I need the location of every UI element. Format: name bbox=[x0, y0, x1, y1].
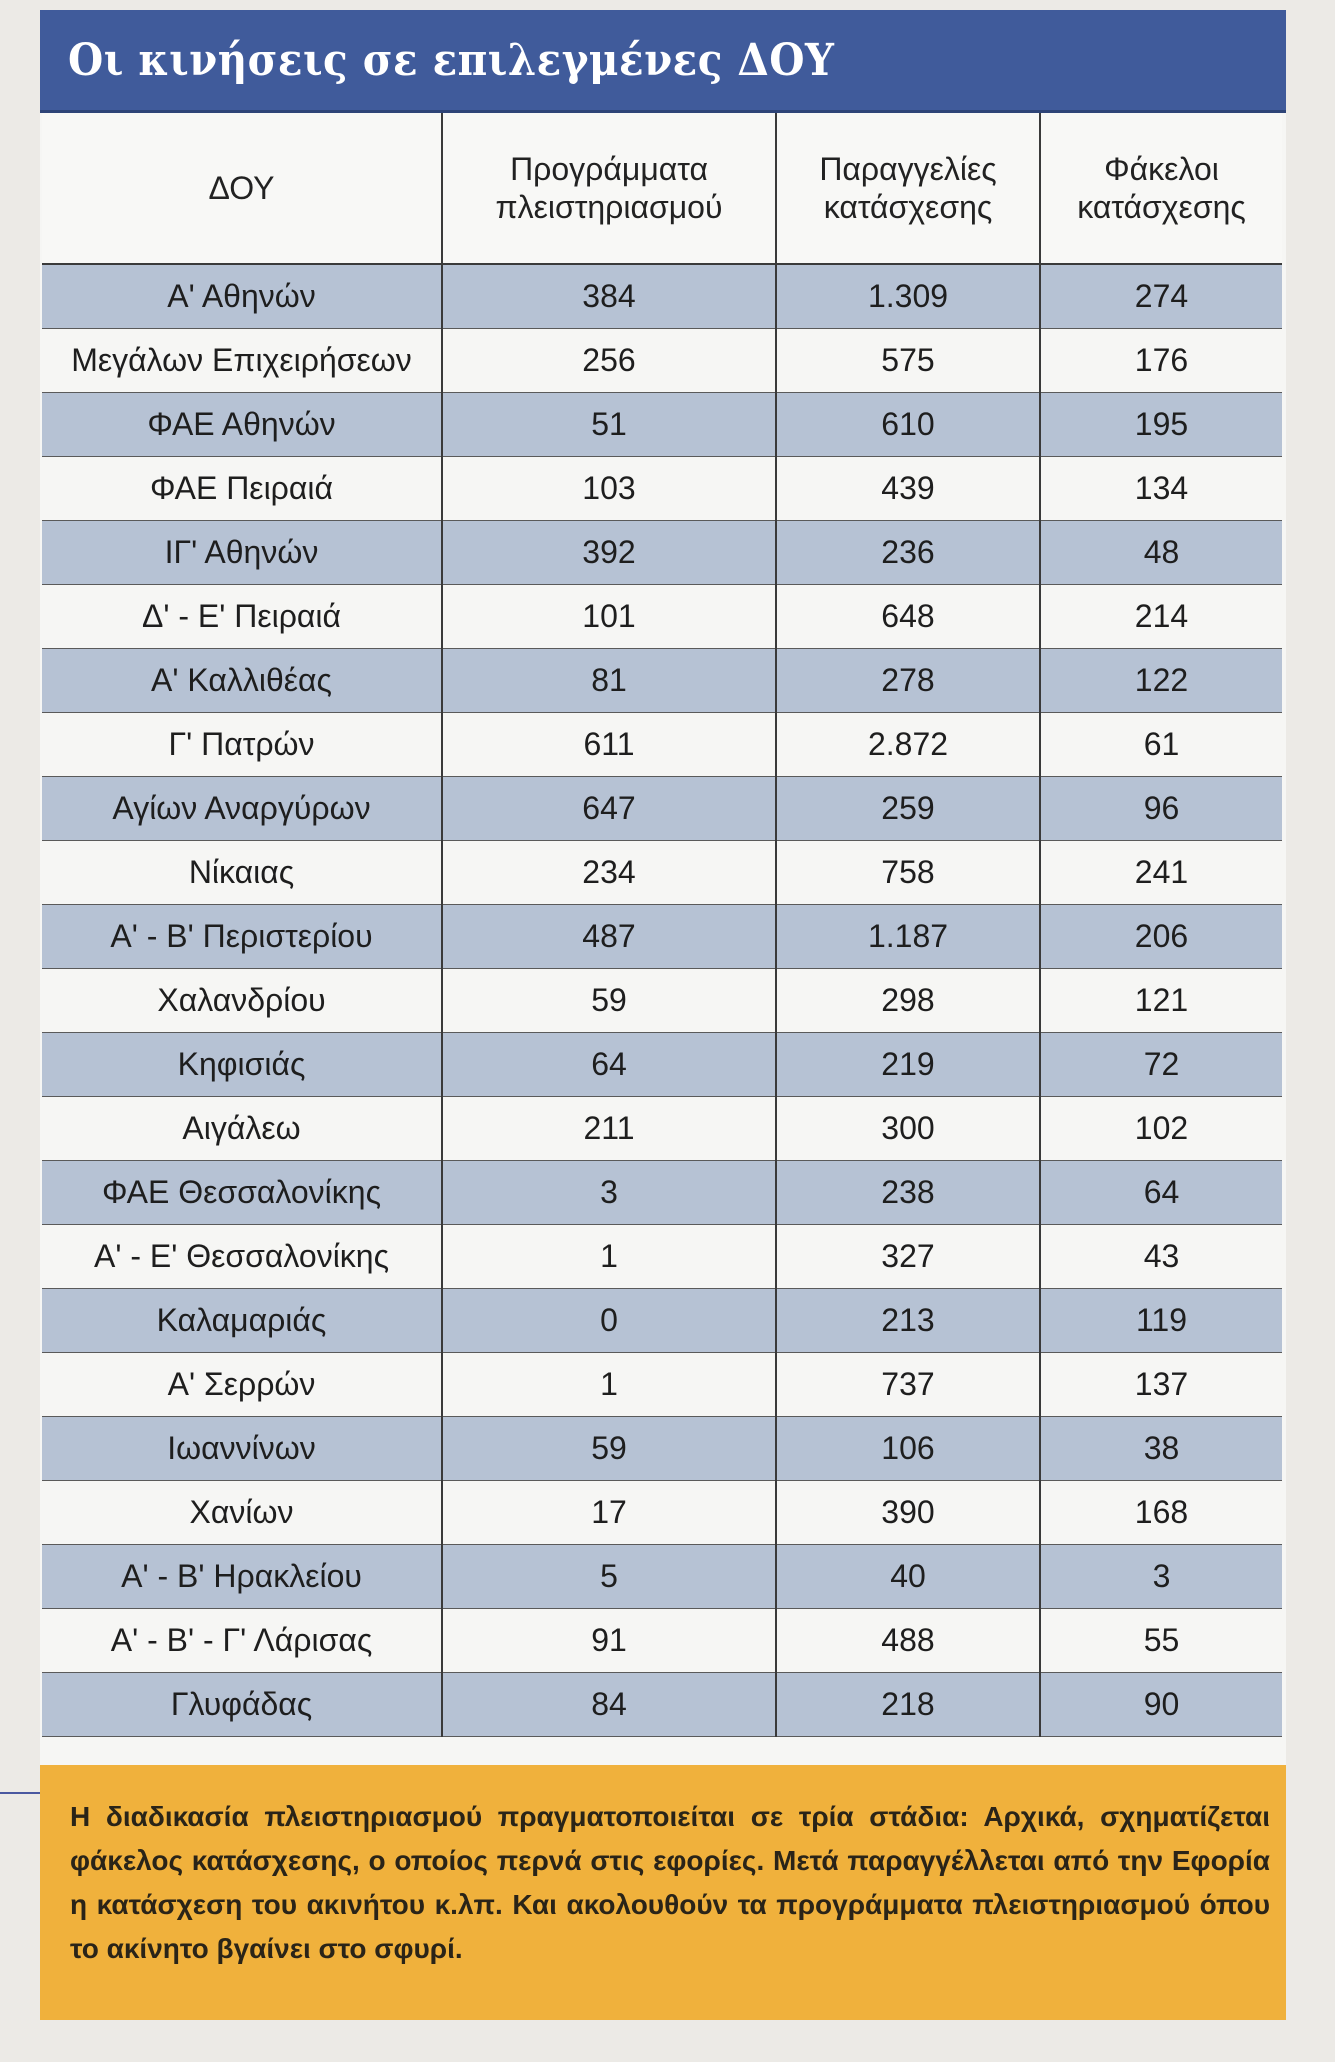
cell-seizure-orders: 300 bbox=[776, 1097, 1040, 1161]
cell-auction-programs: 101 bbox=[442, 585, 776, 649]
cell-seizure-orders: 298 bbox=[776, 969, 1040, 1033]
cell-dou: Α' - Β' - Γ' Λάρισας bbox=[42, 1609, 442, 1673]
cell-seizure-files: 48 bbox=[1040, 521, 1282, 585]
table-row bbox=[42, 841, 1282, 905]
table-row bbox=[42, 777, 1282, 841]
cell-seizure-orders: 219 bbox=[776, 1033, 1040, 1097]
cell-seizure-files: 137 bbox=[1040, 1353, 1282, 1417]
cell-auction-programs: 0 bbox=[442, 1289, 776, 1353]
cell-seizure-orders: 259 bbox=[776, 777, 1040, 841]
cell-auction-programs: 5 bbox=[442, 1545, 776, 1609]
cell-seizure-orders: 610 bbox=[776, 393, 1040, 457]
table-row bbox=[42, 457, 1282, 521]
header-row bbox=[42, 113, 1282, 264]
cell-seizure-orders: 390 bbox=[776, 1481, 1040, 1545]
table-row bbox=[42, 329, 1282, 393]
cell-auction-programs: 234 bbox=[442, 841, 776, 905]
cell-dou: Αιγάλεω bbox=[42, 1097, 442, 1161]
cell-dou: ΙΓ' Αθηνών bbox=[42, 521, 442, 585]
title-bar bbox=[40, 10, 1286, 113]
cell-auction-programs: 1 bbox=[442, 1225, 776, 1289]
cell-auction-programs: 3 bbox=[442, 1161, 776, 1225]
cell-auction-programs: 1 bbox=[442, 1353, 776, 1417]
cell-seizure-orders: 327 bbox=[776, 1225, 1040, 1289]
cell-dou: Μεγάλων Επιχειρήσεων bbox=[42, 329, 442, 393]
cell-dou: Α' - Ε' Θεσσαλονίκης bbox=[42, 1225, 442, 1289]
cell-seizure-orders: 488 bbox=[776, 1609, 1040, 1673]
cell-seizure-orders: 278 bbox=[776, 649, 1040, 713]
cell-auction-programs: 647 bbox=[442, 777, 776, 841]
cell-seizure-files: 122 bbox=[1040, 649, 1282, 713]
cell-seizure-files: 90 bbox=[1040, 1673, 1282, 1737]
cell-auction-programs: 392 bbox=[442, 521, 776, 585]
table-row bbox=[42, 585, 1282, 649]
cell-dou: Χαλανδρίου bbox=[42, 969, 442, 1033]
side-rule bbox=[0, 1792, 40, 1794]
cell-auction-programs: 384 bbox=[442, 264, 776, 329]
cell-dou: Νίκαιας bbox=[42, 841, 442, 905]
table-row bbox=[42, 713, 1282, 777]
table-row bbox=[42, 1545, 1282, 1609]
note-text: Η διαδικασία πλειστηριασμού πραγματοποιείται σε τρία στάδια: Αρχικά, σχηματίζεται φάκελος κατάσχεσης, ο οποίος περνά στις εφορίες. Μετά παραγγέλλεται από την Εφορία η κατάσχεση του ακινήτου κ.λπ. Και ακολουθούν τα προγράμματα πλειστηριασμού όπου το ακίνητο βγαίνει στο σφυρί. bbox=[70, 1801, 1270, 1964]
cell-seizure-files: 168 bbox=[1040, 1481, 1282, 1545]
cell-auction-programs: 64 bbox=[442, 1033, 776, 1097]
cell-auction-programs: 487 bbox=[442, 905, 776, 969]
cell-auction-programs: 211 bbox=[442, 1097, 776, 1161]
cell-seizure-files: 206 bbox=[1040, 905, 1282, 969]
cell-seizure-files: 195 bbox=[1040, 393, 1282, 457]
cell-dou: Γ' Πατρών bbox=[42, 713, 442, 777]
cell-dou: Χανίων bbox=[42, 1481, 442, 1545]
cell-seizure-files: 102 bbox=[1040, 1097, 1282, 1161]
cell-dou: Ιωαννίνων bbox=[42, 1417, 442, 1481]
cell-dou: Α' - Β' Περιστερίου bbox=[42, 905, 442, 969]
table-row bbox=[42, 1033, 1282, 1097]
cell-seizure-orders: 238 bbox=[776, 1161, 1040, 1225]
cell-seizure-files: 61 bbox=[1040, 713, 1282, 777]
cell-dou: ΦΑΕ Πειραιά bbox=[42, 457, 442, 521]
cell-auction-programs: 17 bbox=[442, 1481, 776, 1545]
table-row bbox=[42, 1161, 1282, 1225]
cell-seizure-orders: 758 bbox=[776, 841, 1040, 905]
table-row bbox=[42, 264, 1282, 329]
cell-auction-programs: 91 bbox=[442, 1609, 776, 1673]
table-row bbox=[42, 393, 1282, 457]
table-row bbox=[42, 1353, 1282, 1417]
cell-auction-programs: 103 bbox=[442, 457, 776, 521]
cell-seizure-files: 43 bbox=[1040, 1225, 1282, 1289]
table-row bbox=[42, 1097, 1282, 1161]
cell-seizure-files: 121 bbox=[1040, 969, 1282, 1033]
cell-auction-programs: 59 bbox=[442, 1417, 776, 1481]
cell-seizure-orders: 106 bbox=[776, 1417, 1040, 1481]
cell-seizure-orders: 40 bbox=[776, 1545, 1040, 1609]
cell-auction-programs: 84 bbox=[442, 1673, 776, 1737]
cell-seizure-files: 134 bbox=[1040, 457, 1282, 521]
cell-auction-programs: 59 bbox=[442, 969, 776, 1033]
table-row bbox=[42, 1289, 1282, 1353]
table-row bbox=[42, 521, 1282, 585]
header-auction-programs: Προγράμματα πλειστηριασμού bbox=[442, 113, 776, 264]
explanatory-note bbox=[40, 1765, 1286, 2020]
cell-seizure-orders: 648 bbox=[776, 585, 1040, 649]
cell-seizure-orders: 1.309 bbox=[776, 264, 1040, 329]
dou-table bbox=[42, 113, 1282, 1737]
table-row bbox=[42, 969, 1282, 1033]
cell-seizure-files: 55 bbox=[1040, 1609, 1282, 1673]
cell-dou: Δ' - Ε' Πειραιά bbox=[42, 585, 442, 649]
cell-seizure-files: 214 bbox=[1040, 585, 1282, 649]
table-row bbox=[42, 905, 1282, 969]
cell-seizure-files: 64 bbox=[1040, 1161, 1282, 1225]
table-row bbox=[42, 1481, 1282, 1545]
table-title: Οι κινήσεις σε επιλεγμένες ΔΟΥ bbox=[68, 34, 835, 86]
cell-auction-programs: 611 bbox=[442, 713, 776, 777]
table-card bbox=[40, 10, 1286, 2020]
cell-seizure-files: 72 bbox=[1040, 1033, 1282, 1097]
cell-dou: Κηφισιάς bbox=[42, 1033, 442, 1097]
cell-auction-programs: 256 bbox=[442, 329, 776, 393]
header-seizure-files: Φάκελοι κατάσχεσης bbox=[1040, 113, 1282, 264]
cell-seizure-orders: 218 bbox=[776, 1673, 1040, 1737]
cell-seizure-files: 176 bbox=[1040, 329, 1282, 393]
table-row bbox=[42, 1673, 1282, 1737]
cell-dou: Α' Σερρών bbox=[42, 1353, 442, 1417]
cell-dou: Γλυφάδας bbox=[42, 1673, 442, 1737]
cell-seizure-orders: 236 bbox=[776, 521, 1040, 585]
header-dou: ΔΟΥ bbox=[42, 113, 442, 264]
cell-dou: ΦΑΕ Αθηνών bbox=[42, 393, 442, 457]
cell-auction-programs: 81 bbox=[442, 649, 776, 713]
cell-dou: ΦΑΕ Θεσσαλονίκης bbox=[42, 1161, 442, 1225]
cell-dou: Α' - Β' Ηρακλείου bbox=[42, 1545, 442, 1609]
table-row bbox=[42, 1609, 1282, 1673]
cell-seizure-orders: 737 bbox=[776, 1353, 1040, 1417]
cell-dou: Καλαμαριάς bbox=[42, 1289, 442, 1353]
table-row bbox=[42, 1225, 1282, 1289]
cell-seizure-files: 96 bbox=[1040, 777, 1282, 841]
cell-seizure-files: 38 bbox=[1040, 1417, 1282, 1481]
cell-seizure-orders: 575 bbox=[776, 329, 1040, 393]
cell-seizure-orders: 439 bbox=[776, 457, 1040, 521]
cell-dou: Αγίων Αναργύρων bbox=[42, 777, 442, 841]
cell-seizure-files: 274 bbox=[1040, 264, 1282, 329]
table-body bbox=[42, 264, 1282, 1737]
table-row bbox=[42, 1417, 1282, 1481]
cell-dou: Α' Καλλιθέας bbox=[42, 649, 442, 713]
cell-seizure-orders: 1.187 bbox=[776, 905, 1040, 969]
cell-seizure-orders: 2.872 bbox=[776, 713, 1040, 777]
cell-auction-programs: 51 bbox=[442, 393, 776, 457]
cell-seizure-files: 241 bbox=[1040, 841, 1282, 905]
cell-seizure-files: 3 bbox=[1040, 1545, 1282, 1609]
cell-seizure-files: 119 bbox=[1040, 1289, 1282, 1353]
cell-dou: Α' Αθηνών bbox=[42, 264, 442, 329]
cell-seizure-orders: 213 bbox=[776, 1289, 1040, 1353]
table-row bbox=[42, 649, 1282, 713]
header-seizure-orders: Παραγγελίες κατάσχεσης bbox=[776, 113, 1040, 264]
